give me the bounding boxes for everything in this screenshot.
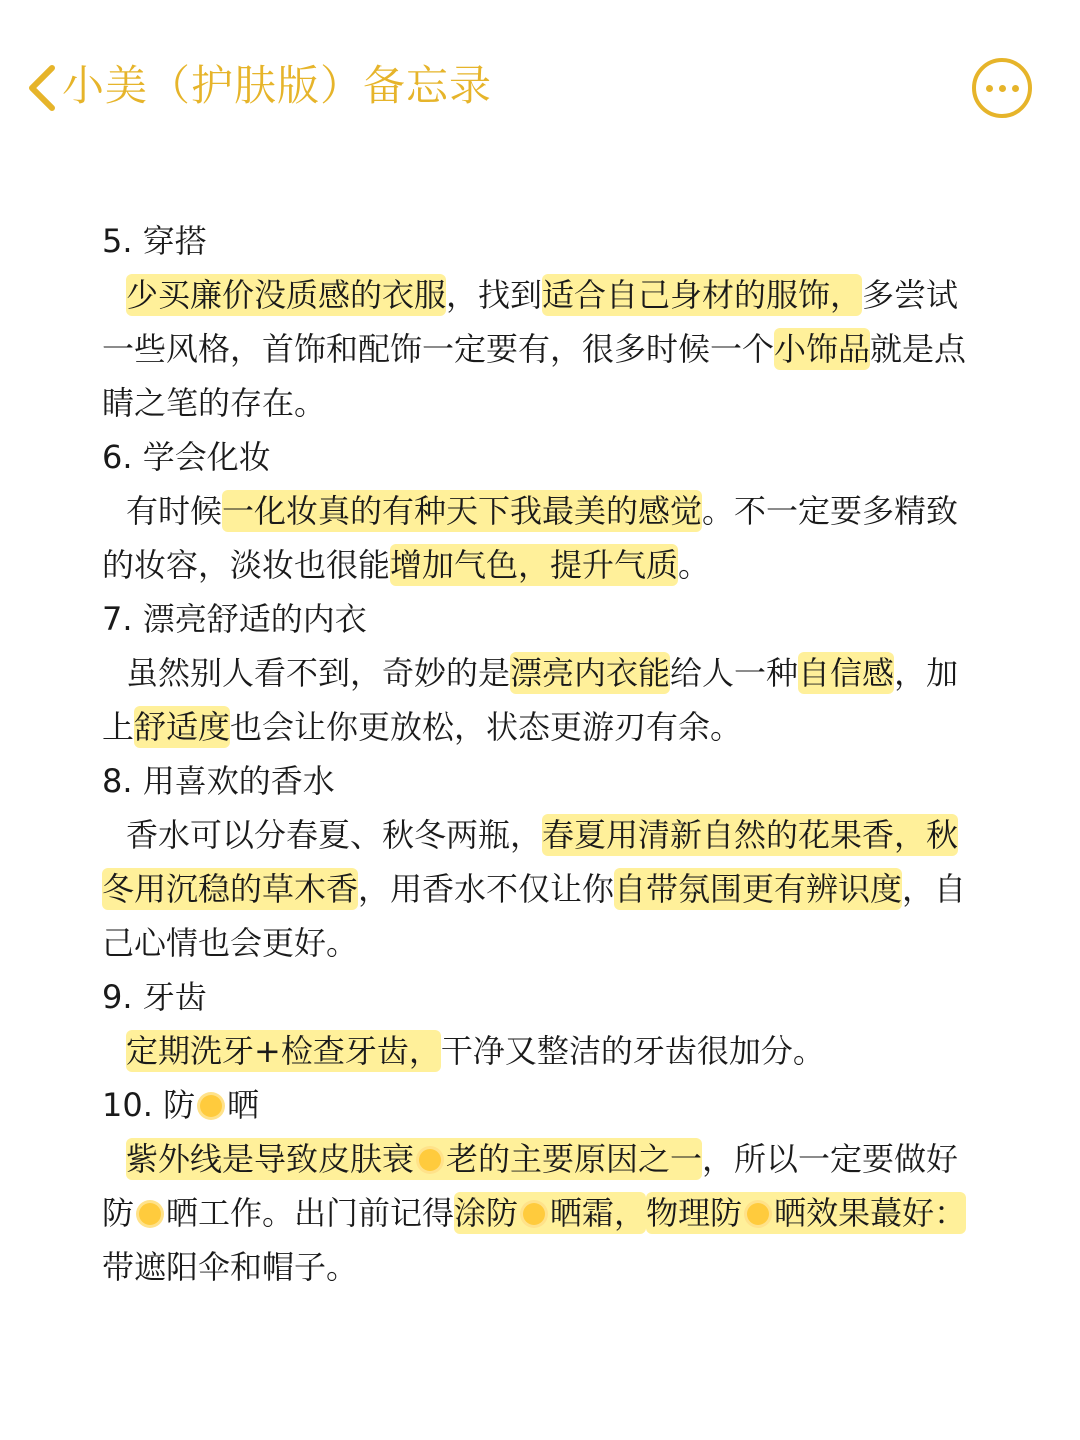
text-run: 虽然别人看不到，奇妙的是 [126,654,511,692]
sun-icon [521,1201,547,1227]
dot [1012,85,1019,92]
highlight: 少买廉价没质感的衣服 [126,276,447,314]
text-run: ，用香水不仅让你 [358,870,615,908]
section-paragraph [102,268,972,430]
page-title: 小美（护肤版）备忘录 [62,61,493,110]
section-6 [102,430,972,592]
text-run: ，找到 [446,276,543,314]
highlight: 一化妆真的有种天下我最美的感觉 [222,492,703,530]
ellipsis-circle-icon[interactable] [972,58,1032,118]
text-run: 多尝试一些风格，首饰和配饰一定要有，很多时候一个 [102,276,959,368]
highlight: 舒适度 [134,708,231,746]
section-paragraph [102,484,972,592]
sun-icon [417,1147,443,1173]
text-run: 。 [678,546,711,584]
text-run: 。不一定要多精致的妆容，淡妆也很能 [102,492,959,584]
section-paragraph [102,1024,972,1078]
section-title: 8. 用喜欢的香水 [102,762,335,800]
sun-icon [198,1093,224,1119]
text-run: ，所以一定要做好防 晒工作。出门前记得 [102,1140,959,1232]
section-paragraph [102,1132,972,1294]
highlight: 涂防 晒霜， [454,1194,647,1232]
section-title: 6. 学会化妆 [102,438,271,476]
section-title: 10. 防 晒 [102,1086,260,1124]
text-run: 也会让你更放松，状态更游刃有余。 [230,708,743,746]
highlight: 物理防 晒效果蕞好： [646,1194,967,1232]
section-paragraph [102,808,972,970]
dot [986,85,993,92]
section-title: 5. 穿搭 [102,222,207,260]
sun-icon [745,1201,771,1227]
highlight: 适合自己身材的服饰， [542,276,863,314]
highlight: 增加气色，提升气质 [390,546,679,584]
dot [999,85,1006,92]
section-10 [102,1078,972,1294]
text-run: 带遮阳伞和帽子。 [102,1248,359,1286]
text-run: ，自己心情也会更好。 [102,870,967,962]
section-5 [102,214,972,430]
section-paragraph [102,646,972,754]
section-7 [102,592,972,754]
text-run: 干净又整洁的牙齿很加分。 [440,1032,825,1070]
highlight: 自带氛围更有辨识度 [614,870,903,908]
chevron-left-icon[interactable] [22,60,62,116]
highlight: 紫外线是导致皮肤衰 老的主要原因之一 [126,1140,703,1178]
text-run: 就是点睛之笔的存在。 [102,330,967,422]
section-8 [102,754,972,970]
text-run: 给人一种 [670,654,799,692]
note-body[interactable] [102,214,972,1294]
text-run: 有时候 [126,492,223,530]
highlight: 春夏用清新自然的花果香，秋冬用沉稳的草木香 [102,816,959,908]
text-run: ，加上 [102,654,959,746]
section-9 [102,970,972,1078]
highlight: 漂亮内衣能 [510,654,671,692]
highlight: 定期洗牙+检查牙齿， [126,1032,441,1070]
nav-bar [0,0,1080,180]
highlight: 自信感 [798,654,895,692]
section-title: 9. 牙齿 [102,978,207,1016]
section-title: 7. 漂亮舒适的内衣 [102,600,367,638]
text-run: 香水可以分春夏、秋冬两瓶， [126,816,543,854]
highlight: 小饰品 [774,330,871,368]
sun-icon [137,1201,163,1227]
